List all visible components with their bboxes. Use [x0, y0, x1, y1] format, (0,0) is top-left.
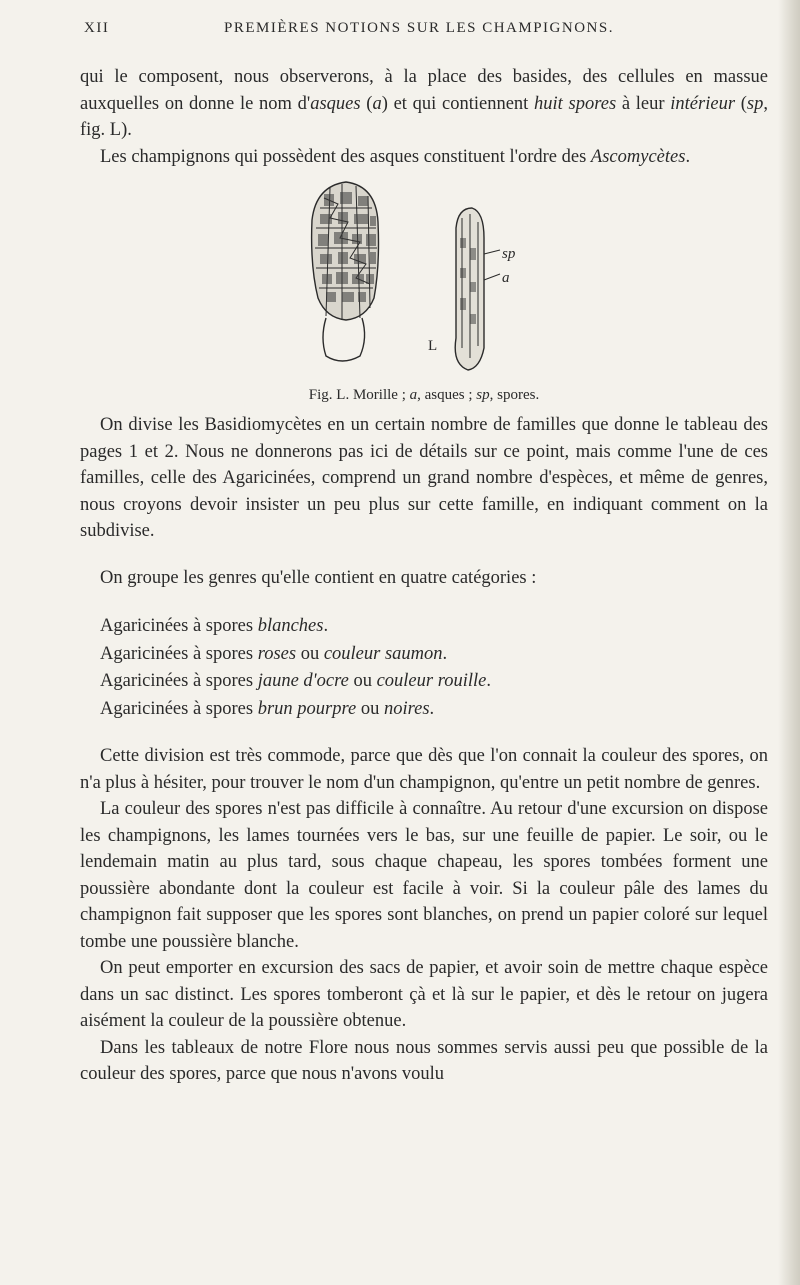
figure-caption: Fig. L. Morille ; a, asques ; sp, spores.: [308, 387, 540, 403]
morel-illustration: [80, 178, 768, 380]
figure-label-sp: sp: [502, 246, 516, 262]
paragraph-basidiomycetes: On divise les Basidiomycètes en un certain nombre de familles que donne le tableau des pages 1 et 2. Nous ne donnerons pas ici de détails sur ce point, mais comme l'une de ces familles, celle des Agaricinées, comprend un grand nombre d'espèces, et même de genres, nous croyons devoir insister un peu plus sur cette famille, en indiquant comment on la subdivise.: [80, 415, 768, 541]
category-item: Agaricinées à spores blanches.: [100, 616, 329, 636]
page-number: XII: [84, 20, 110, 36]
category-item: Agaricinées à spores roses ou couleur saumon.: [100, 643, 448, 664]
figure-morille: [80, 178, 768, 403]
paragraph-asques: qui le composent, nous observerons, à la place des basides, des cellules en massue auxquelles on donne le nom d'asques (a) et qui contiennent huit spores à leur intérieur (sp, fig. L).: [80, 67, 768, 140]
paragraph-spore-color: La couleur des spores n'est pas difficile à connaître. Au retour d'une excursion on dispose les champignons, les lames tournées vers le bas, sur une feuille de papier. Le soir, ou le lendemain matin au plus tard, sous chaque chapeau, les spores tombées forment une poussière abondante dont la couleur est facile à voir. Si la couleur pâle des lames du champignon fait supposer que les spores sont blanches, on prend un papier coloré sur lequel tombe une poussière blanche.: [80, 799, 768, 952]
category-item: Agaricinées à spores brun pourpre ou noires.: [100, 698, 435, 719]
paragraph-excursion: On peut emporter en excursion des sacs de papier, et avoir soin de mettre chaque espèce dans un sac distinct. Les spores tomberont çà et là sur le papier, et dès le retour on jugera aisément la couleur de la poussière obtenue.: [80, 958, 768, 1031]
category-list: [80, 613, 768, 722]
figure-label-a: a: [502, 270, 510, 286]
page-edge-shadow: [778, 0, 800, 1285]
paragraph-division: Cette division est très commode, parce que dès que l'on connait la couleur des spores, on n'a plus à hésiter, pour trouver le nom d'un champignon, qu'entre un petit nombre de genres.: [80, 746, 768, 793]
paragraph-categories-intro: On groupe les genres qu'elle contient en quatre catégories :: [100, 567, 537, 588]
figure-label-l: L: [428, 338, 438, 354]
paragraph-ascomycetes: Les champignons qui possèdent des asques constituent l'ordre des Ascomycètes.: [100, 146, 691, 167]
category-item: Agaricinées à spores jaune d'ocre ou couleur rouille.: [100, 671, 491, 691]
paragraph-tableaux: Dans les tableaux de notre Flore nous nous sommes servis aussi peu que possible de la couleur des spores, parce que nous n'avons voulu: [80, 1037, 768, 1084]
page-body: [80, 64, 768, 1088]
running-title: PREMIÈRES NOTIONS SUR LES CHAMPIGNONS.: [224, 20, 614, 36]
